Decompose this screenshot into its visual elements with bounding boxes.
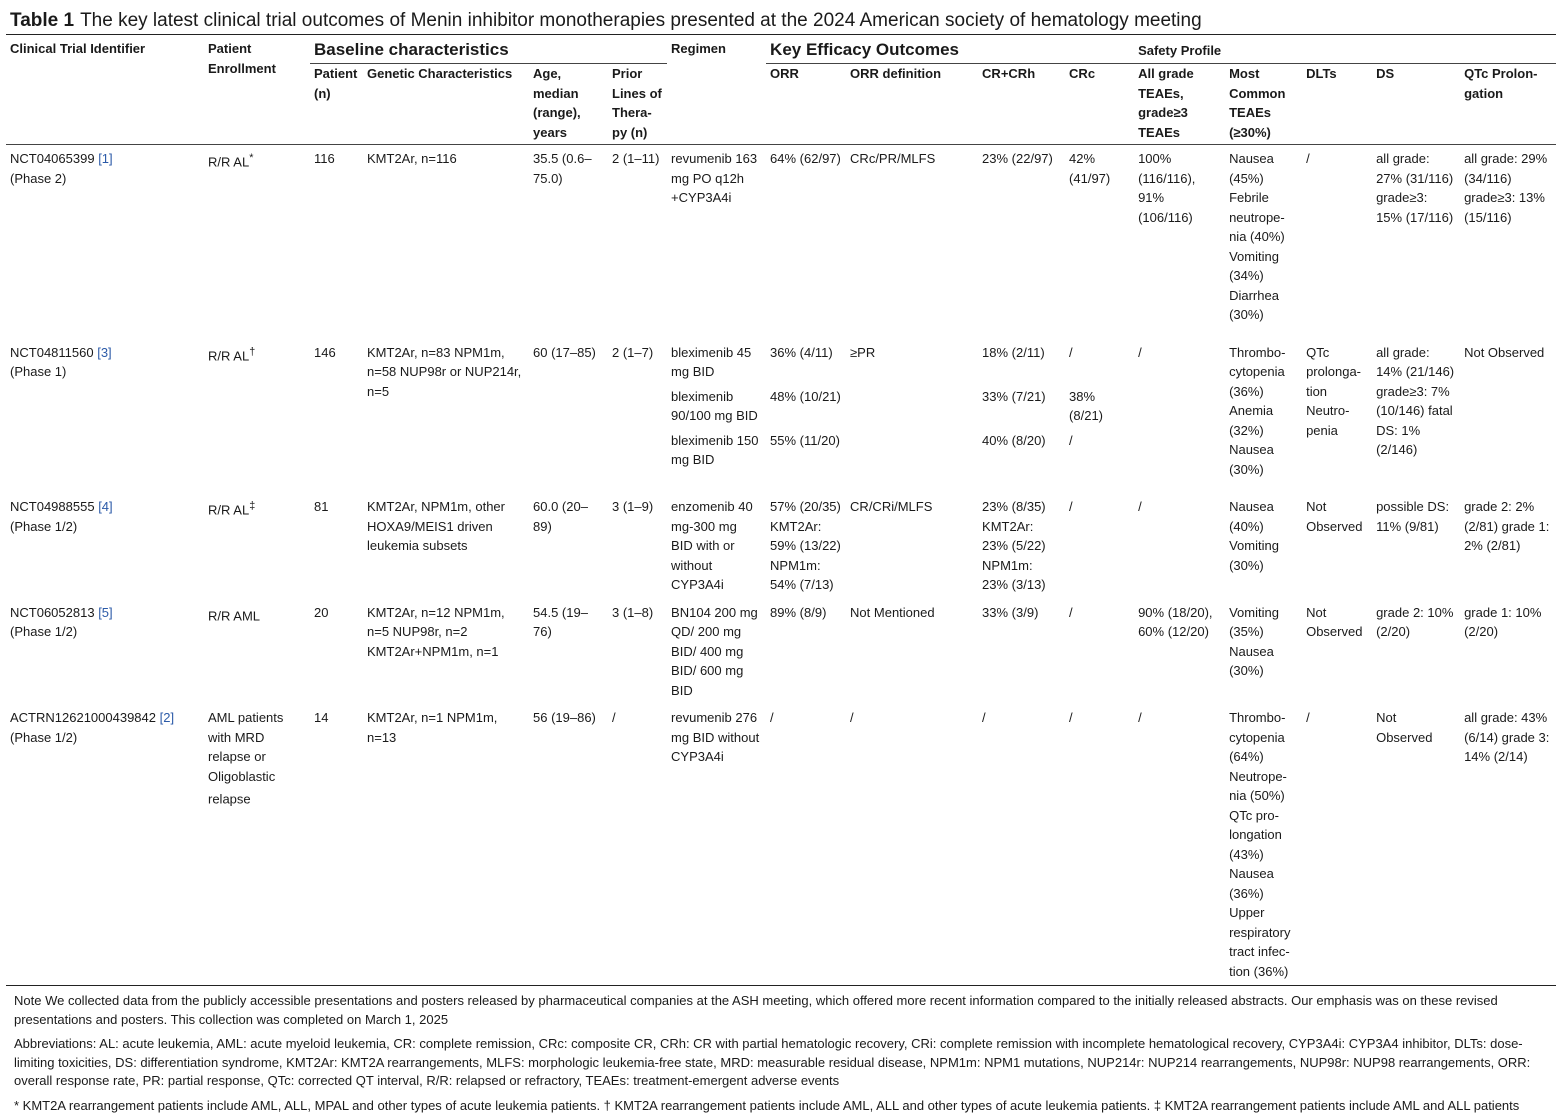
table-row [6, 493, 1556, 599]
most-common-cell: Nausea (45%) Febrile neutrope-nia (40%) Vomiting (34%) Diarrhea (30%) [1225, 145, 1302, 339]
trial-id-cell: NCT04811560 [3] (Phase 1) [6, 339, 204, 494]
header-age: Age, median (range), years [529, 64, 608, 145]
cr-crh-cell: / [978, 704, 1065, 986]
regimen-cell: enzomenib 40 mg-300 mg BID with or without CYP3A4i [667, 493, 766, 599]
regimen-cell: bleximenib 45 mg BID bleximenib 90/100 mg BID bleximenib 150 mg BID [667, 339, 766, 494]
trial-id-cell: ACTRN12621000439842 [2] (Phase 1/2) [6, 704, 204, 986]
enrollment-cell: AML patients with MRD relapse or Oligoblastic relapse [204, 704, 310, 986]
note-paragraph: Note We collected data from the publicly accessible presentations and posters released by pharmaceutical companies at the ASH meeting, which offered more recent information compared to the initially released abstracts. Our emphasis was on these revised presentations and posters. This collection was completed on March 1, 2025 [14, 992, 1554, 1029]
header-safety: Safety Profile [1134, 35, 1556, 64]
header-prior-lines: Prior Lines of Thera-py (n) [608, 64, 667, 145]
orr-definition-cell: ≥PR [846, 339, 978, 494]
table-row [6, 339, 1556, 494]
header-trial-id: Clinical Trial Identifier [6, 35, 204, 145]
patient-n-cell: 116 [310, 145, 363, 339]
reference-link[interactable]: [4] [98, 499, 112, 514]
teaes-cell: 100% (116/116), 91% (106/116) [1134, 145, 1225, 339]
crc-cell: / [1065, 599, 1134, 705]
enrollment-cell: R/R AL* [204, 145, 310, 339]
crc-cell: / [1065, 704, 1134, 986]
table-notes [14, 992, 1554, 1115]
most-common-cell: Thrombo-cytopenia (36%) Anemia (32%) Nausea (30%) [1225, 339, 1302, 494]
orr-cell: 57% (20/35) KMT2Ar: 59% (13/22) NPM1m: 54% (7/13) [766, 493, 846, 599]
teaes-cell: / [1134, 493, 1225, 599]
orr-definition-cell: CR/CRi/MLFS [846, 493, 978, 599]
trial-id-cell: NCT04065399 [1] (Phase 2) [6, 145, 204, 339]
ds-cell: grade 2: 10% (2/20) [1372, 599, 1460, 705]
header-dlts: DLTs [1302, 64, 1372, 145]
age-cell: 60 (17–85) [529, 339, 608, 494]
reference-link[interactable]: [5] [98, 605, 112, 620]
orr-cell: 36% (4/11) 48% (10/21) 55% (11/20) [766, 339, 846, 494]
orr-cell: / [766, 704, 846, 986]
table-row [6, 599, 1556, 705]
abbreviations-paragraph: Abbreviations: AL: acute leukemia, AML: acute myeloid leukemia, CR: complete remission, CRc: composite CR, CRh: CR with partial hematologic recovery, CRi: complete remission with incomplete hematological recovery, CYP3A4i: CYP3A4 inhibitor, DLTs: dose-limiting toxicities, DS: differentiation syndrome, KMT2Ar: KMT2A rearrangements, MLFS: morphologic leukemia-free state, MRD: measurable residual disease, NPM1m: NPM1 mutations, NUP214r: NUP214 rearrangements, NUP98r: NUP98 rearrangements, ORR: overall response rate, PR: partial response, QTc: corrected QT interval, R/R: relapsed or refractory, TEAEs: treatment-emergent adverse events [14, 1035, 1554, 1091]
most-common-cell: Thrombo-cytopenia (64%) Neutrope-nia (50%) QTc pro-longation (43%) Nausea (36%) Upper respiratory tract infec-tion (36%) [1225, 704, 1302, 986]
trial-id-cell: NCT06052813 [5] (Phase 1/2) [6, 599, 204, 705]
header-crc: CRc [1065, 64, 1134, 145]
header-baseline: Baseline characteristics [310, 35, 667, 64]
table-row [6, 704, 1556, 986]
age-cell: 60.0 (20–89) [529, 493, 608, 599]
genetic-cell: KMT2Ar, NPM1m, other HOXA9/MEIS1 driven leukemia subsets [363, 493, 529, 599]
header-ds: DS [1372, 64, 1460, 145]
genetic-cell: KMT2Ar, n=1 NPM1m, n=13 [363, 704, 529, 986]
ds-cell: all grade: 14% (21/146) grade≥3: 7% (10/146) fatal DS: 1% (2/146) [1372, 339, 1460, 494]
qtc-cell: all grade: 43% (6/14) grade 3: 14% (2/14) [1460, 704, 1556, 986]
most-common-cell: Vomiting (35%) Nausea (30%) [1225, 599, 1302, 705]
table-title: The key latest clinical trial outcomes of Menin inhibitor monotherapies presented at the 2024 American society of hematology meeting [80, 10, 1202, 31]
prior-lines-cell: 2 (1–7) [608, 339, 667, 494]
header-orr-definition: ORR definition [846, 64, 978, 145]
reference-link[interactable]: [2] [160, 710, 174, 725]
orr-definition-cell: CRc/PR/MLFS [846, 145, 978, 339]
regimen-cell: revumenib 163 mg PO q12h +CYP3A4i [667, 145, 766, 339]
enrollment-cell: R/R AML [204, 599, 310, 705]
header-teaes: All grade TEAEs, grade≥3 TEAEs [1134, 64, 1225, 145]
table-caption [10, 8, 1558, 34]
dlts-cell: / [1302, 145, 1372, 339]
patient-n-cell: 20 [310, 599, 363, 705]
header-regimen: Regimen [667, 35, 766, 145]
ds-cell: possible DS: 11% (9/81) [1372, 493, 1460, 599]
qtc-cell: all grade: 29% (34/116) grade≥3: 13% (15/116) [1460, 145, 1556, 339]
cr-crh-cell: 33% (3/9) [978, 599, 1065, 705]
enrollment-cell: R/R AL‡ [204, 493, 310, 599]
header-cr-crh: CR+CRh [978, 64, 1065, 145]
prior-lines-cell: 2 (1–11) [608, 145, 667, 339]
qtc-cell: grade 1: 10% (2/20) [1460, 599, 1556, 705]
orr-cell: 64% (62/97) [766, 145, 846, 339]
genetic-cell: KMT2Ar, n=116 [363, 145, 529, 339]
enrollment-cell: R/R AL† [204, 339, 310, 494]
teaes-cell: / [1134, 339, 1225, 494]
regimen-cell: BN104 200 mg QD/ 200 mg BID/ 400 mg BID/ 600 mg BID [667, 599, 766, 705]
most-common-cell: Nausea (40%) Vomiting (30%) [1225, 493, 1302, 599]
header-most-common: Most Common TEAEs (≥30%) [1225, 64, 1302, 145]
age-cell: 56 (19–86) [529, 704, 608, 986]
table-label: Table 1 [10, 10, 74, 31]
dlts-cell: / [1302, 704, 1372, 986]
cr-crh-cell: 23% (22/97) [978, 145, 1065, 339]
header-patient-n: Patient (n) [310, 64, 363, 145]
cr-crh-cell: 23% (8/35) KMT2Ar: 23% (5/22) NPM1m: 23% (3/13) [978, 493, 1065, 599]
header-enrollment: Patient Enrollment [204, 35, 310, 145]
prior-lines-cell: 3 (1–9) [608, 493, 667, 599]
cr-crh-cell: 18% (2/11) 33% (7/21) 40% (8/20) [978, 339, 1065, 494]
crc-cell: / 38% (8/21) / [1065, 339, 1134, 494]
qtc-cell: grade 2: 2% (2/81) grade 1: 2% (2/81) [1460, 493, 1556, 599]
teaes-cell: 90% (18/20), 60% (12/20) [1134, 599, 1225, 705]
header-qtc: QTc Prolon-gation [1460, 64, 1556, 145]
crc-cell: 42% (41/97) [1065, 145, 1134, 339]
prior-lines-cell: 3 (1–8) [608, 599, 667, 705]
dlts-cell: Not Observed [1302, 599, 1372, 705]
orr-definition-cell: Not Mentioned [846, 599, 978, 705]
header-genetic: Genetic Characteristics [363, 64, 529, 145]
reference-link[interactable]: [3] [97, 345, 111, 360]
reference-link[interactable]: [1] [98, 151, 112, 166]
regimen-cell: revumenib 276 mg BID without CYP3A4i [667, 704, 766, 986]
genetic-cell: KMT2Ar, n=12 NPM1m, n=5 NUP98r, n=2 KMT2Ar+NPM1m, n=1 [363, 599, 529, 705]
age-cell: 54.5 (19–76) [529, 599, 608, 705]
orr-cell: 89% (8/9) [766, 599, 846, 705]
dlts-cell: QTc prolonga-tion Neutro-penia [1302, 339, 1372, 494]
ds-cell: all grade: 27% (31/116) grade≥3: 15% (17/116) [1372, 145, 1460, 339]
teaes-cell: / [1134, 704, 1225, 986]
table-row [6, 145, 1556, 339]
age-cell: 35.5 (0.6–75.0) [529, 145, 608, 339]
ds-cell: Not Observed [1372, 704, 1460, 986]
patient-n-cell: 14 [310, 704, 363, 986]
trial-id-cell: NCT04988555 [4] (Phase 1/2) [6, 493, 204, 599]
crc-cell: / [1065, 493, 1134, 599]
footnotes-paragraph: * KMT2A rearrangement patients include AML, ALL, MPAL and other types of acute leukemia patients. † KMT2A rearrangement patients include AML, ALL and other types of acute leukemia patients. ‡ KMT2A rearrangement patients include AML and ALL patients [14, 1097, 1554, 1115]
prior-lines-cell: / [608, 704, 667, 986]
patient-n-cell: 146 [310, 339, 363, 494]
patient-n-cell: 81 [310, 493, 363, 599]
results-table [6, 34, 1556, 986]
qtc-cell: Not Observed [1460, 339, 1556, 494]
header-orr: ORR [766, 64, 846, 145]
header-efficacy: Key Efficacy Outcomes [766, 35, 1134, 64]
genetic-cell: KMT2Ar, n=83 NPM1m, n=58 NUP98r or NUP214r, n=5 [363, 339, 529, 494]
orr-definition-cell: / [846, 704, 978, 986]
dlts-cell: Not Observed [1302, 493, 1372, 599]
